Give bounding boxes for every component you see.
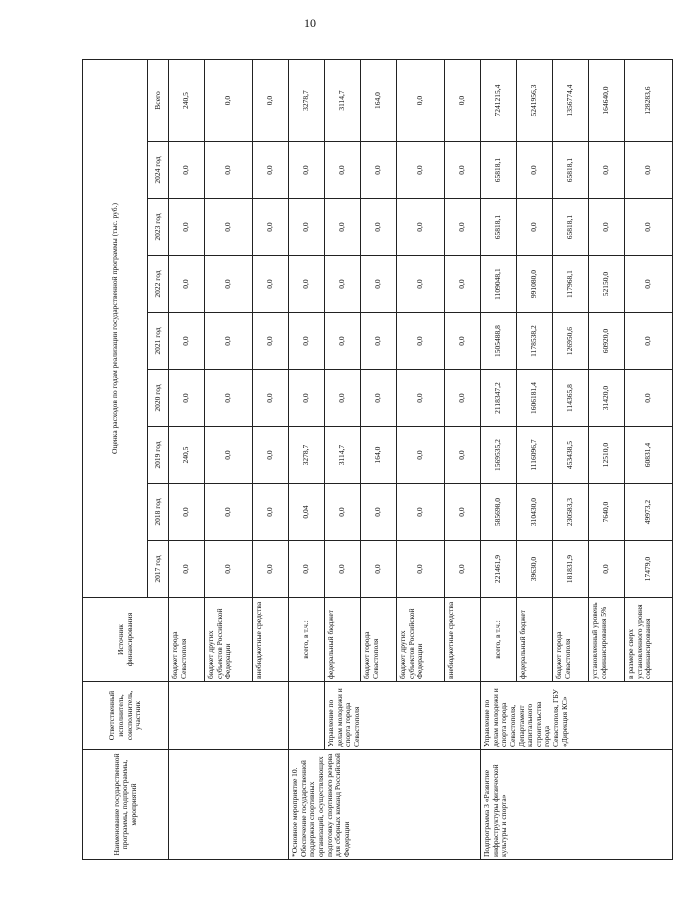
cell-value: 1109048,1	[481, 256, 517, 313]
cell-value: 0,0	[325, 484, 361, 541]
cell-value: 0,0	[517, 142, 553, 199]
page-number: 10	[304, 16, 316, 30]
cell-total: 0,0	[205, 59, 253, 141]
cell-value: 0,0	[397, 313, 445, 370]
cell-source: внебюджетные средства	[445, 598, 481, 682]
cell-value: 0,0	[169, 370, 205, 427]
cell-value: 0,0	[361, 484, 397, 541]
cell-value: 65818,1	[481, 142, 517, 199]
cell-source: всего, в т.ч.:	[481, 598, 517, 682]
cell-value: 0,0	[625, 256, 673, 313]
cell-source: бюджет города Севастополя	[169, 598, 205, 682]
header-year: 2019 год	[148, 427, 169, 484]
cell-value: 0,0	[625, 313, 673, 370]
cell-value: 0,0	[445, 256, 481, 313]
cell-value: 0,0	[325, 199, 361, 256]
activity-10-name: *Основное мероприятие 10. Обеспечение государственной поддержки спортивных организаций, осуществляющих подготовку спортивного резерва для сборных команд Российской Федерации	[289, 750, 481, 860]
cell-value: 1178538,2	[517, 313, 553, 370]
cell-value: 65818,1	[481, 199, 517, 256]
cell-value: 991080,0	[517, 256, 553, 313]
cell-source: бюджет других субъектов Российской Федерации	[205, 598, 253, 682]
cell-total: 0,0	[445, 59, 481, 141]
cell-value: 0,0	[625, 199, 673, 256]
cell-source: федеральный бюджет	[517, 598, 553, 682]
cell-value: 114365,8	[553, 370, 589, 427]
cell-value: 0,0	[289, 142, 325, 199]
cell-value: 0,0	[253, 541, 289, 598]
cell-value: 0,0	[397, 256, 445, 313]
cell-value: 240,5	[169, 427, 205, 484]
header-year: 2022 год	[148, 256, 169, 313]
cell-value: 3278,7	[289, 427, 325, 484]
cell-value: 117968,1	[553, 256, 589, 313]
cell-value: 0,0	[589, 199, 625, 256]
cell-value: 0,0	[397, 541, 445, 598]
cell-total: 128283,6	[625, 59, 673, 141]
cell-value: 0,0	[289, 541, 325, 598]
cell-value: 0,0	[205, 427, 253, 484]
cell-value: 60920,0	[589, 313, 625, 370]
cell-value: 39630,0	[517, 541, 553, 598]
cell-total: 240,5	[169, 59, 205, 141]
cell-value: 52150,0	[589, 256, 625, 313]
cell-value: 1606181,4	[517, 370, 553, 427]
table-row	[481, 59, 517, 859]
cell-value: 0,0	[169, 199, 205, 256]
cell-value: 3114,7	[325, 427, 361, 484]
cell-value: 0,0	[361, 256, 397, 313]
cell-total: 164640,0	[589, 59, 625, 141]
cell-value: 0,0	[325, 541, 361, 598]
cell-value: 0,0	[289, 313, 325, 370]
header-total: Всего	[148, 59, 169, 141]
cell-value: 0,0	[445, 313, 481, 370]
cell-value: 65818,1	[553, 142, 589, 199]
cell-value: 0,0	[325, 256, 361, 313]
cell-value: 0,0	[397, 427, 445, 484]
cell-value: 0,0	[445, 541, 481, 598]
header-year: 2021 год	[148, 313, 169, 370]
cell-value: 230583,3	[553, 484, 589, 541]
cell-value: 0,0	[445, 199, 481, 256]
cell-value: 0,0	[169, 541, 205, 598]
header-estimate: Оценка расходов по годам реализации государственной программы (тыс. руб.)	[83, 59, 148, 597]
rotated-table-area	[82, 60, 653, 860]
cell-value: 1569535,2	[481, 427, 517, 484]
cell-total: 164,0	[361, 59, 397, 141]
cell-responsible	[169, 682, 289, 750]
cell-value: 0,0	[445, 142, 481, 199]
cell-value: 310430,0	[517, 484, 553, 541]
cell-value: 0,0	[361, 199, 397, 256]
cell-value: 0,0	[397, 484, 445, 541]
table-row	[169, 59, 205, 859]
cell-value: 0,0	[169, 256, 205, 313]
cell-value: 65818,1	[553, 199, 589, 256]
table-row	[325, 59, 361, 859]
cell-value: 0,0	[325, 142, 361, 199]
cell-value: 0,0	[445, 427, 481, 484]
header-source: Источник финансирования	[83, 598, 169, 682]
cell-value: 0,0	[253, 484, 289, 541]
cell-value: 0,0	[253, 199, 289, 256]
header-responsible: Ответственный исполнитель, соисполнитель, участник	[83, 682, 169, 750]
cell-total: 3278,7	[289, 59, 325, 141]
cell-value: 0,0	[397, 142, 445, 199]
cell-total: 5241956,3	[517, 59, 553, 141]
cell-value: 0,0	[205, 541, 253, 598]
cell-value: 126950,6	[553, 313, 589, 370]
cell-value: 0,0	[205, 256, 253, 313]
header-year: 2018 год	[148, 484, 169, 541]
cell-source: установленный уровень софинансирования 5%	[589, 598, 625, 682]
cell-value: 0,0	[253, 142, 289, 199]
cell-value: 0,0	[325, 370, 361, 427]
cell-value: 221461,9	[481, 541, 517, 598]
cell-value: 0,0	[169, 484, 205, 541]
cell-value: 49973,2	[625, 484, 673, 541]
cell-source: федеральный бюджет	[325, 598, 361, 682]
header-name: Наименование государственной программы, подпрограммы, мероприятий	[83, 750, 169, 860]
cell-value: 17479,0	[625, 541, 673, 598]
cell-value: 0,04	[289, 484, 325, 541]
cell-value: 0,0	[205, 484, 253, 541]
cell-total: 3114,7	[325, 59, 361, 141]
cell-value: 0,0	[589, 541, 625, 598]
cell-value: 0,0	[289, 256, 325, 313]
cell-value: 181831,9	[553, 541, 589, 598]
cell-source: всего, в т.ч.:	[289, 598, 325, 682]
cell-value: 0,0	[361, 313, 397, 370]
cell-value: 0,0	[253, 370, 289, 427]
cell-value: 0,0	[517, 199, 553, 256]
cell-value: 0,0	[445, 370, 481, 427]
subprogram-3-responsible: Управление по делам молодежи и спорта города Севастополя, Департамент капитального строительства города Севастополя, ГБУ «Дирекция КС»	[481, 682, 673, 750]
cell-value: 0,0	[325, 313, 361, 370]
cell-value: 0,0	[169, 142, 205, 199]
cell-value: 0,0	[361, 541, 397, 598]
cell-name	[169, 750, 289, 860]
cell-value: 0,0	[205, 313, 253, 370]
cell-responsible-empty	[289, 682, 325, 750]
cell-value: 0,0	[625, 370, 673, 427]
cell-source: бюджет города Севастополя	[553, 598, 589, 682]
cell-source: бюджет города Севастополя	[361, 598, 397, 682]
table-row	[289, 59, 325, 859]
cell-value: 12510,0	[589, 427, 625, 484]
cell-value: 0,0	[169, 313, 205, 370]
cell-value: 60831,4	[625, 427, 673, 484]
cell-source: внебюджетные средства	[253, 598, 289, 682]
cell-value: 0,0	[625, 142, 673, 199]
header-year: 2017 год	[148, 541, 169, 598]
cell-value: 2118347,2	[481, 370, 517, 427]
cell-value: 0,0	[589, 142, 625, 199]
cell-value: 0,0	[397, 199, 445, 256]
cell-total: 0,0	[397, 59, 445, 141]
cell-value: 164,0	[361, 427, 397, 484]
cell-source: в размере сверх установленного уровня софинансирования	[625, 598, 673, 682]
cell-value: 0,0	[253, 427, 289, 484]
cell-value: 0,0	[445, 484, 481, 541]
cell-total: 7241215,4	[481, 59, 517, 141]
cell-value: 0,0	[289, 370, 325, 427]
cell-total: 0,0	[253, 59, 289, 141]
header-year: 2024 год	[148, 142, 169, 199]
cell-value: 0,0	[205, 142, 253, 199]
cell-value: 31420,0	[589, 370, 625, 427]
cell-value: 0,0	[253, 256, 289, 313]
cell-total: 1356774,4	[553, 59, 589, 141]
cell-value: 0,0	[205, 199, 253, 256]
cell-value: 0,0	[289, 199, 325, 256]
cell-source: бюджет других субъектов Российской Федерации	[397, 598, 445, 682]
header-year: 2020 год	[148, 370, 169, 427]
cell-value: 1505488,8	[481, 313, 517, 370]
cell-value: 0,0	[253, 313, 289, 370]
cell-value: 0,0	[361, 370, 397, 427]
cell-value: 1116096,7	[517, 427, 553, 484]
rotated-content	[82, 60, 653, 860]
activity-10-responsible: Управление по делам молодежи и спорта города Севастополя	[325, 682, 481, 750]
subprogram-3-name: Подпрограмма 3 «Развитие инфраструктуры физической культуры и спорта»	[481, 750, 673, 860]
cell-value: 585698,0	[481, 484, 517, 541]
cell-value: 453438,5	[553, 427, 589, 484]
header-year: 2023 год	[148, 199, 169, 256]
cell-value: 0,0	[397, 370, 445, 427]
cell-value: 0,0	[205, 370, 253, 427]
cell-value: 0,0	[361, 142, 397, 199]
header-row	[83, 59, 148, 859]
financing-table	[82, 59, 673, 860]
cell-value: 7640,0	[589, 484, 625, 541]
